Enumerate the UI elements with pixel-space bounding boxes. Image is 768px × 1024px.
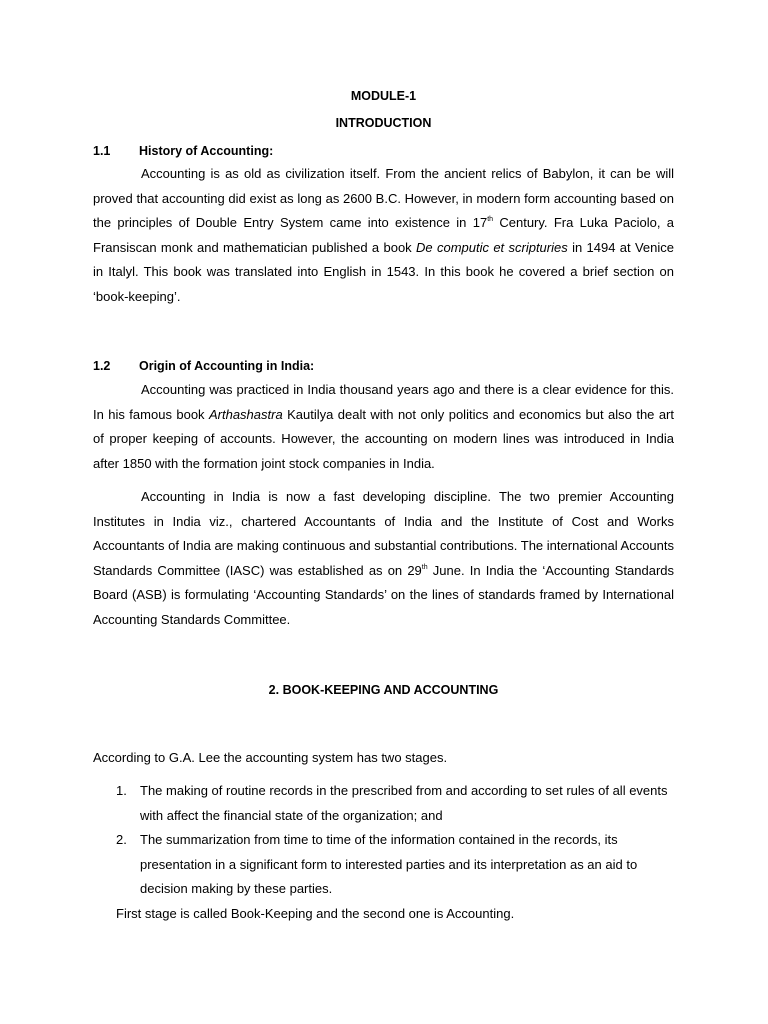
book-title-italic: Arthashastra bbox=[208, 406, 283, 422]
section-number: 1.2 bbox=[93, 359, 111, 373]
closing-sentence: First stage is called Book-Keeping and the second one is Accounting. bbox=[116, 906, 515, 921]
paragraph-text: Accounting is as old as civilization itself. From the ancient relics of Babylon, it can be will proved that accounting did exist as long as 2600 B.C. However, in modern form accounting based on the principles of Double Entry System came into existence in 17 bbox=[93, 166, 674, 231]
section-heading-1-2 bbox=[93, 358, 314, 374]
list-item-text: The making of routine records in the prescribed from and according to set rules of all events with affect the financial state of the organization; and bbox=[140, 783, 668, 823]
list-item bbox=[116, 779, 676, 828]
paragraph-text: Accounting was practiced in India thousand years ago and there is a clear evidence for this. In his famous book bbox=[93, 382, 674, 422]
stages-list bbox=[116, 779, 676, 902]
section-2-title: 2. BOOK-KEEPING AND ACCOUNTING bbox=[268, 683, 499, 697]
paragraph-text: Accounting in India is now a fast developing discipline. The two premier Accounting Institutes in India viz., chartered Accountants of India and the Institute of Cost and Works Accountants of India are making continuous and substantial contributions. The international Accounts Standards Committee (IASC) was established as on 29 bbox=[93, 489, 674, 578]
section-number: 1.1 bbox=[93, 144, 111, 158]
superscript: th bbox=[421, 563, 428, 571]
paragraph-text: in 1494 at Venice in Italyl. This book was translated into English in 1543. In this book he covered a brief section on ‘book-keeping’. bbox=[93, 239, 674, 304]
module-title: MODULE-1 bbox=[350, 89, 417, 103]
list-item-text: The summarization from time to time of the information contained in the records, its presentation in a significant form to interested parties and its interpretation as an aid to decision making by these parties. bbox=[140, 832, 638, 897]
superscript: th bbox=[487, 216, 494, 224]
lead-sentence: According to G.A. Lee the accounting system has two stages. bbox=[93, 750, 448, 765]
list-item bbox=[116, 828, 676, 902]
section-heading-1-1 bbox=[93, 143, 273, 159]
book-title-italic: De computic et scripturies bbox=[416, 239, 568, 255]
paragraph-text: June. In India the ‘Accounting Standards Board (ASB) is formulating ‘Accounting Standards’ on the lines of standards framed by International Accounting Standards Committee. bbox=[93, 562, 674, 627]
origin-paragraph-2 bbox=[93, 485, 674, 633]
section-title: Origin of Accounting in India: bbox=[139, 359, 315, 373]
section-title: History of Accounting: bbox=[139, 144, 274, 158]
list-marker: 1. bbox=[116, 783, 127, 798]
history-paragraph bbox=[93, 162, 674, 310]
paragraph-text: Century. Fra Luka Paciolo, a Fransiscan monk and mathematician published a book bbox=[93, 215, 674, 255]
paragraph-text: Kautilya dealt with not only politics and economics but also the art of proper keeping of accounts. However, the accounting on modern lines was introduced in India after 1850 with the formation joint stock companies in India. bbox=[93, 406, 674, 471]
list-marker: 2. bbox=[116, 832, 127, 848]
introduction-title: INTRODUCTION bbox=[335, 116, 432, 130]
origin-paragraph-1 bbox=[93, 378, 674, 476]
